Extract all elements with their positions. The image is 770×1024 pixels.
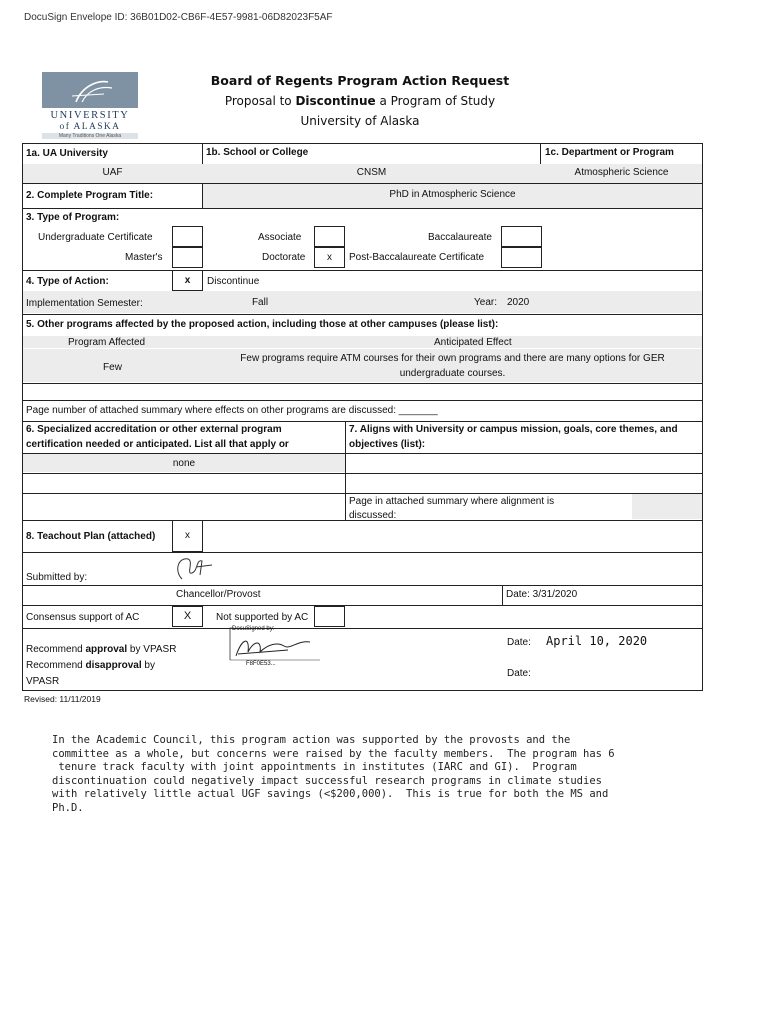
program-title-value: PhD in Atmospheric Science xyxy=(389,189,516,200)
post-bacc-checkbox[interactable] xyxy=(501,247,542,268)
alignment-label-1: 7. Aligns with University or campus mission, goals, core themes, and xyxy=(349,424,678,435)
post-bacc-label: Post-Baccalaureate Certificate xyxy=(349,252,485,263)
effect-line1: Few programs require ATM courses for their own programs and there are many options for GER xyxy=(240,353,665,364)
accreditation-label-1: 6. Specialized accreditation or other external program xyxy=(26,424,282,435)
program-affected-header: Program Affected xyxy=(68,337,146,348)
logo-university: UNIVERSITY xyxy=(50,110,130,121)
note-line: In the Academic Council, this program action was supported by the provosts and the xyxy=(52,734,571,746)
school-college-label: 1b. School or College xyxy=(206,147,309,158)
subtitle-prefix: Proposal to xyxy=(224,94,296,108)
program-type-label: 3. Type of Program: xyxy=(26,212,120,223)
subtitle-suffix: a Program of Study xyxy=(375,94,496,108)
approval-suffix: by VPASR xyxy=(127,644,177,655)
logo-tagline: Many Traditions One Alaska xyxy=(42,133,138,139)
impl-semester-label: Implementation Semester: xyxy=(26,298,143,309)
note-line: discontinuation could negatively impact successful research programs in climate studies xyxy=(52,774,602,787)
note-line: Ph.D. xyxy=(52,801,84,814)
note-line: committee as a whole, but concerns were raised by the faculty members. The program has 6 xyxy=(52,747,615,760)
effect-line2: undergraduate courses. xyxy=(399,368,506,379)
alignment-label-2: objectives (list): xyxy=(349,439,426,450)
form-subtitle xyxy=(160,94,560,108)
logo-emblem xyxy=(42,72,138,108)
date2-label: Date: xyxy=(507,637,531,648)
revised-date: Revised: 11/11/2019 xyxy=(24,694,101,704)
alignment-page-2: discussed: xyxy=(349,510,397,521)
approval-label xyxy=(26,644,176,655)
submitted-by-label: Submitted by: xyxy=(26,572,88,583)
undergrad-cert-label: Undergraduate Certificate xyxy=(38,232,153,243)
disapproval-bold: disapproval xyxy=(85,660,142,671)
date2-value: April 10, 2020 xyxy=(546,634,648,648)
baccalaureate-checkbox[interactable] xyxy=(501,226,542,247)
form-university: University of Alaska xyxy=(300,114,420,128)
other-programs-label: 5. Other programs affected by the proposed action, including those at other campuses (please list): xyxy=(26,319,499,330)
impl-semester-value: Fall xyxy=(251,297,269,308)
anticipated-effect-header: Anticipated Effect xyxy=(434,337,512,348)
submitter-signature xyxy=(172,553,222,585)
subtitle-bold: Discontinue xyxy=(295,94,376,108)
disapproval-label xyxy=(26,660,155,671)
masters-checkbox[interactable] xyxy=(172,247,203,268)
docusign-block xyxy=(228,626,324,670)
baccalaureate-label: Baccalaureate xyxy=(428,232,492,243)
discontinue-checkbox[interactable]: x xyxy=(172,270,203,291)
approval-bold: approval xyxy=(85,644,128,655)
vpasr-label: VPASR xyxy=(26,676,60,687)
teachout-checkbox[interactable]: x xyxy=(172,520,203,552)
year-label: Year: xyxy=(474,297,497,308)
envelope-id: DocuSign Envelope ID: 36B01D02-CB6F-4E57-9981-06D82023F5AF xyxy=(24,12,333,23)
form-title: Board of Regents Program Action Request xyxy=(210,73,510,88)
program-affected-value: Few xyxy=(103,362,122,373)
action-type-label: 4. Type of Action: xyxy=(26,276,109,287)
logo-of-alaska: of ALASKA xyxy=(59,122,121,132)
not-supported-label: Not supported by AC xyxy=(216,612,309,623)
teachout-label: 8. Teachout Plan (attached) xyxy=(26,531,156,542)
consensus-label: Consensus support of AC xyxy=(26,612,140,623)
disapproval-prefix: Recommend xyxy=(26,660,86,671)
disapproval-suffix: by xyxy=(141,660,155,671)
section7-page-shade xyxy=(632,494,702,519)
accreditation-label-2: certification needed or anticipated. List all that apply or xyxy=(26,439,289,450)
associate-checkbox[interactable] xyxy=(314,226,345,247)
date1: Date: 3/31/2020 xyxy=(506,589,578,600)
associate-label: Associate xyxy=(258,232,302,243)
doctorate-checkbox[interactable]: x xyxy=(314,247,345,268)
docusigned-label: DocuSigned by: xyxy=(232,626,275,632)
note-line: with relatively little actual UGF savings (<$200,000). This is true for both the MS and xyxy=(52,788,609,801)
ua-university-label: 1a. UA University xyxy=(26,148,108,159)
undergrad-cert-checkbox[interactable] xyxy=(172,226,203,247)
year-value: 2020 xyxy=(507,297,530,308)
not-supported-checkbox[interactable] xyxy=(314,606,345,627)
note-line: tenure track faculty with joint appointments in institutes (IARC and GI). Program xyxy=(52,761,577,774)
alignment-page-1: Page in attached summary where alignment is xyxy=(349,496,555,507)
action-value: Discontinue xyxy=(207,276,260,287)
consensus-checkbox[interactable]: X xyxy=(172,606,203,627)
masters-label: Master's xyxy=(125,252,163,263)
accreditation-value: none xyxy=(172,458,196,469)
department-label: 1c. Department or Program xyxy=(545,147,674,158)
department-value: Atmospheric Science xyxy=(574,167,669,178)
university-logo xyxy=(42,72,138,140)
signature-id: F8F0E53... xyxy=(246,661,276,667)
doctorate-label: Doctorate xyxy=(262,252,306,263)
ua-university-value: UAF xyxy=(102,167,123,178)
school-college-value: CNSM xyxy=(356,167,387,178)
effects-page-number: Page number of attached summary where effects on other programs are discussed: _______ xyxy=(26,405,438,416)
approval-prefix: Recommend xyxy=(26,644,86,655)
program-title-label: 2. Complete Program Title: xyxy=(26,190,154,201)
council-note xyxy=(52,734,692,816)
date3-label: Date: xyxy=(507,668,531,679)
chancellor-label: Chancellor/Provost xyxy=(176,589,261,600)
